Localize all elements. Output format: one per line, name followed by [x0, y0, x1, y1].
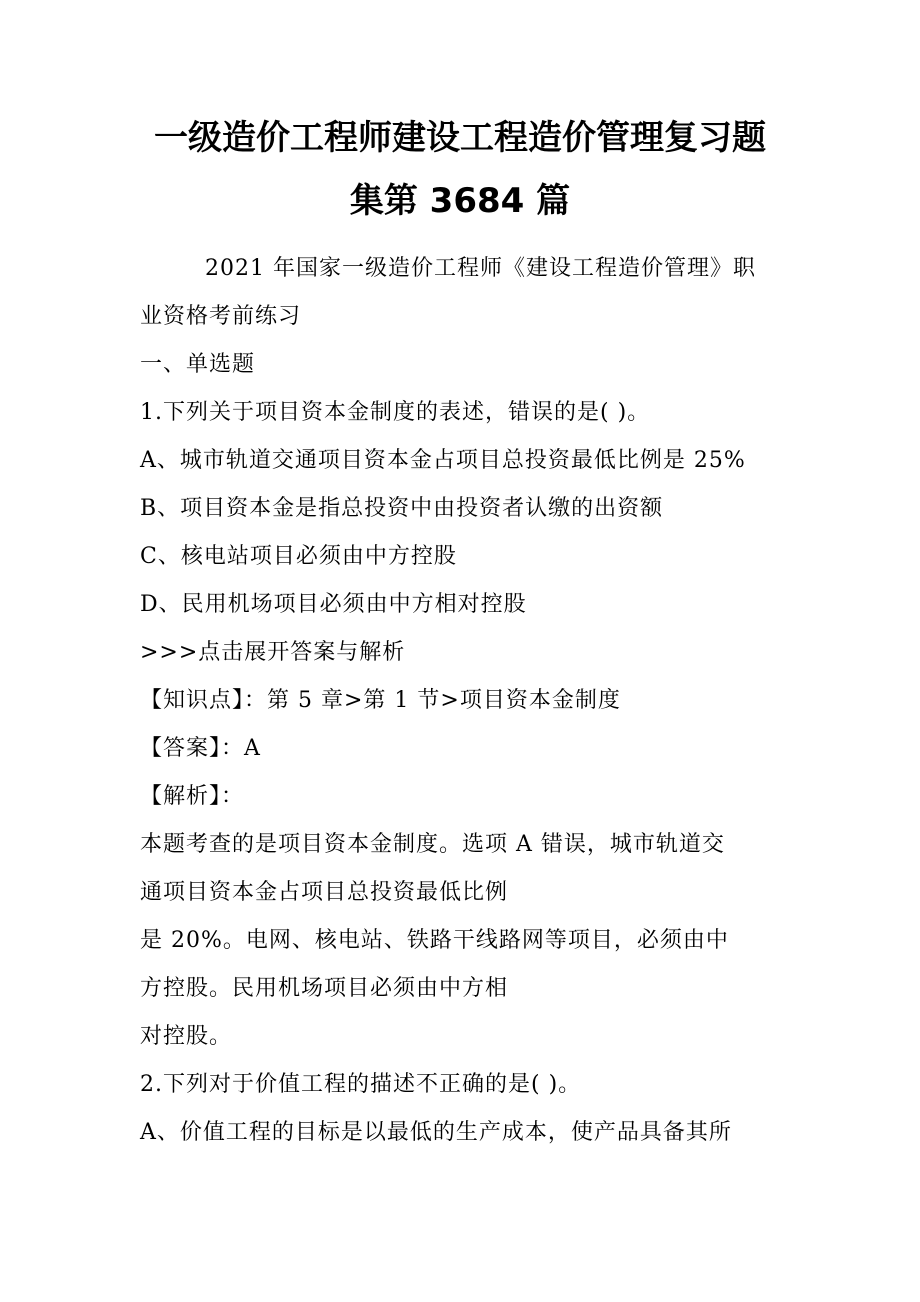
section-heading: 一、单选题 [140, 352, 256, 377]
analysis-line-1: 本题考查的是项目资本金制度。选项 A 错误，城市轨道交 [140, 832, 725, 857]
analysis-line-5: 对控股。 [140, 1024, 233, 1049]
question-1-option-b: B、项目资本金是指总投资中由投资者认缴的出资额 [140, 496, 664, 521]
intro-text-line-1: 2021 年国家一级造价工程师《建设工程造价管理》职 [205, 256, 756, 281]
question-1-option-c: C、核电站项目必须由中方控股 [140, 544, 457, 569]
document-title-line-1: 一级造价工程师建设工程造价管理复习题 [154, 118, 766, 158]
question-1-option-d: D、民用机场项目必须由中方相对控股 [140, 592, 527, 617]
answer-text: 【答案】：A [140, 736, 261, 761]
knowledge-point: 【知识点】：第 5 章>第 1 节>项目资本金制度 [140, 688, 621, 713]
analysis-line-4: 方控股。民用机场项目必须由中方相 [140, 976, 509, 1001]
analysis-line-3: 是 20%。电网、核电站、铁路干线路网等项目，必须由中 [140, 928, 729, 953]
intro-text-line-2: 业资格考前练习 [140, 304, 302, 329]
question-2-stem: 2.下列对于价值工程的描述不正确的是( )。 [140, 1072, 582, 1097]
analysis-line-2: 通项目资本金占项目总投资最低比例 [140, 880, 509, 905]
question-1-stem: 1.下列关于项目资本金制度的表述，错误的是( )。 [140, 400, 651, 425]
document-title-line-2: 集第 3684 篇 [349, 181, 571, 221]
expand-answer-link[interactable]: >>>点击展开答案与解析 [140, 640, 406, 665]
analysis-label: 【解析】： [140, 784, 245, 809]
question-2-option-a: A、价值工程的目标是以最低的生产成本，使产品具备其所 [140, 1120, 732, 1145]
question-1-option-a: A、城市轨道交通项目资本金占项目总投资最低比例是 25% [140, 448, 746, 473]
